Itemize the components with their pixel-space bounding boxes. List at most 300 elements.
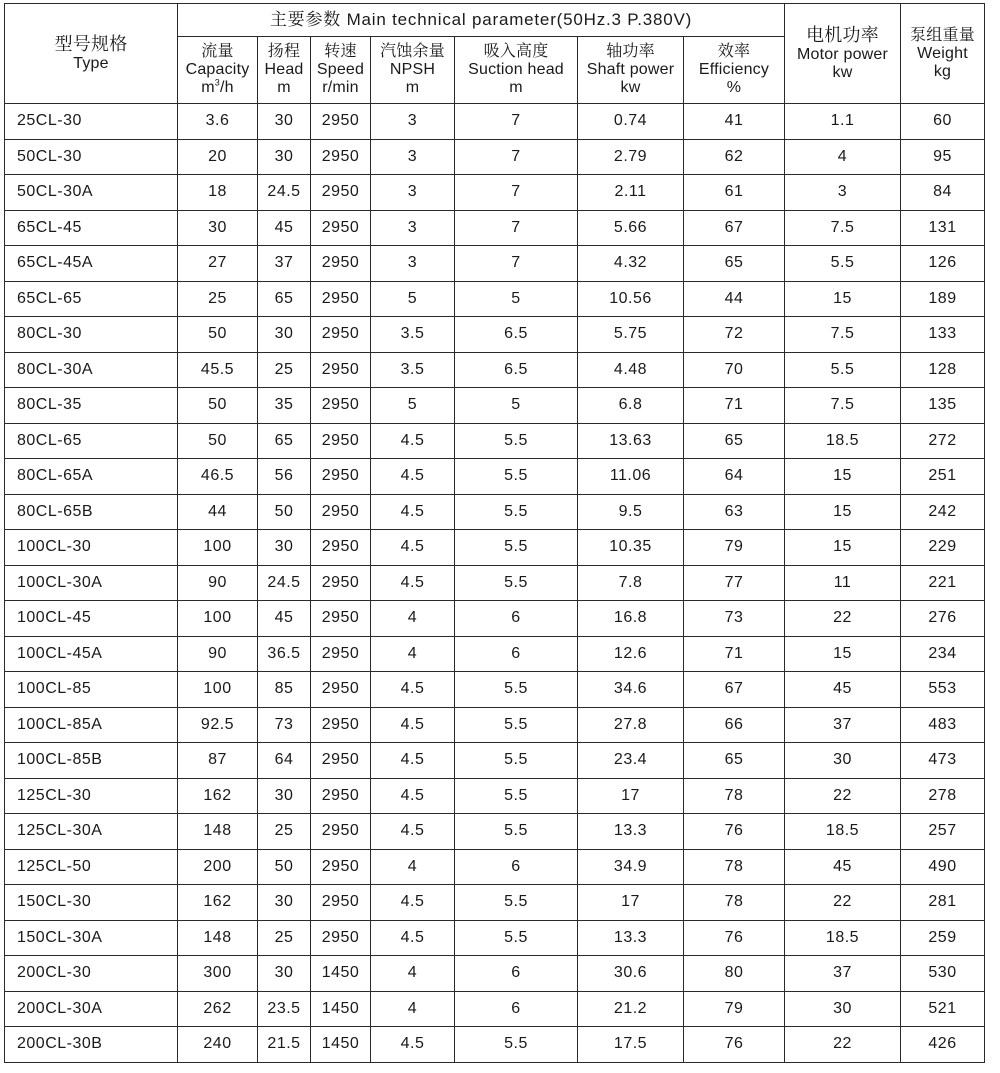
cell-speed: 2950 — [311, 849, 371, 885]
table-row — [5, 175, 985, 211]
cell-speed: 2950 — [311, 885, 371, 921]
cell-weight: 426 — [901, 1027, 985, 1063]
cell-motor-power: 7.5 — [785, 210, 901, 246]
cell-npsh: 4.5 — [371, 707, 455, 743]
cell-head: 30 — [258, 104, 311, 140]
cell-motor-power: 30 — [785, 743, 901, 779]
table-row — [5, 530, 985, 566]
cell-suction-head: 5.5 — [455, 494, 578, 530]
cell-speed: 2950 — [311, 459, 371, 495]
cell-shaft-power: 13.3 — [578, 814, 684, 850]
cell-suction-head: 7 — [455, 210, 578, 246]
cell-efficiency: 67 — [684, 672, 785, 708]
cell-suction-head: 6.5 — [455, 317, 578, 353]
cell-suction-head: 6 — [455, 956, 578, 992]
cell-weight: 234 — [901, 636, 985, 672]
cell-weight: 473 — [901, 743, 985, 779]
cell-shaft-power: 23.4 — [578, 743, 684, 779]
col-npsh-en: NPSH — [389, 61, 436, 78]
col-speed-zh: 转速 — [324, 43, 357, 60]
cell-type: 65CL-45A — [5, 246, 178, 282]
cell-capacity: 262 — [178, 991, 258, 1027]
cell-efficiency: 62 — [684, 139, 785, 175]
cell-type: 150CL-30 — [5, 885, 178, 921]
cell-efficiency: 71 — [684, 388, 785, 424]
cell-weight: 553 — [901, 672, 985, 708]
cell-capacity: 90 — [178, 636, 258, 672]
cell-speed: 2950 — [311, 210, 371, 246]
cell-npsh: 4.5 — [371, 814, 455, 850]
cell-speed: 2950 — [311, 175, 371, 211]
col-weight-zh: 泵组重量 — [910, 26, 975, 44]
col-npsh-header — [371, 37, 455, 104]
cell-type: 50CL-30 — [5, 139, 178, 175]
cell-npsh: 3.5 — [371, 317, 455, 353]
cell-speed: 2950 — [311, 104, 371, 140]
cell-suction-head: 5.5 — [455, 672, 578, 708]
cell-efficiency: 65 — [684, 423, 785, 459]
cell-npsh: 4.5 — [371, 459, 455, 495]
cell-head: 30 — [258, 139, 311, 175]
cell-shaft-power: 13.3 — [578, 920, 684, 956]
cell-type: 100CL-85 — [5, 672, 178, 708]
cell-capacity: 50 — [178, 423, 258, 459]
cell-type: 125CL-30A — [5, 814, 178, 850]
cell-efficiency: 41 — [684, 104, 785, 140]
cell-speed: 2950 — [311, 601, 371, 637]
cell-efficiency: 80 — [684, 956, 785, 992]
col-capacity-unit: $m^3/h$ — [201, 77, 234, 96]
cell-type: 200CL-30B — [5, 1027, 178, 1063]
main-parameter-group-title: 主要参数 Main technical parameter(50Hz.3 P.380V) — [178, 4, 785, 37]
cell-motor-power: 37 — [785, 707, 901, 743]
col-head-zh: 扬程 — [267, 43, 301, 60]
cell-suction-head: 5 — [455, 281, 578, 317]
cell-efficiency: 72 — [684, 317, 785, 353]
cell-npsh: 4.5 — [371, 423, 455, 459]
cell-motor-power: 7.5 — [785, 317, 901, 353]
cell-shaft-power: 2.11 — [578, 175, 684, 211]
cell-npsh: 3 — [371, 210, 455, 246]
cell-suction-head: 7 — [455, 246, 578, 282]
table-row — [5, 778, 985, 814]
cell-npsh: 4 — [371, 601, 455, 637]
header-row-group — [5, 4, 985, 37]
cell-shaft-power: 17 — [578, 885, 684, 921]
cell-capacity: 45.5 — [178, 352, 258, 388]
cell-npsh: 4 — [371, 991, 455, 1027]
cell-npsh: 5 — [371, 281, 455, 317]
cell-efficiency: 76 — [684, 814, 785, 850]
cell-type: 65CL-65 — [5, 281, 178, 317]
cell-weight: 128 — [901, 352, 985, 388]
cell-type: 100CL-85B — [5, 743, 178, 779]
cell-capacity: 44 — [178, 494, 258, 530]
cell-npsh: 4 — [371, 956, 455, 992]
spec-table-container — [4, 3, 996, 1063]
col-weight-header — [901, 4, 985, 104]
table-row — [5, 991, 985, 1027]
cell-motor-power: 22 — [785, 778, 901, 814]
cell-speed: 2950 — [311, 352, 371, 388]
cell-capacity: 300 — [178, 956, 258, 992]
cell-type: 100CL-30A — [5, 565, 178, 601]
cell-weight: 530 — [901, 956, 985, 992]
cell-efficiency: 78 — [684, 849, 785, 885]
col-suction-header — [455, 37, 578, 104]
table-row — [5, 672, 985, 708]
table-row — [5, 743, 985, 779]
cell-head: 37 — [258, 246, 311, 282]
cell-capacity: 30 — [178, 210, 258, 246]
cell-capacity: 148 — [178, 920, 258, 956]
cell-speed: 2950 — [311, 707, 371, 743]
cell-efficiency: 67 — [684, 210, 785, 246]
cell-weight: 490 — [901, 849, 985, 885]
cell-weight: 521 — [901, 991, 985, 1027]
cell-head: 25 — [258, 352, 311, 388]
cell-npsh: 3 — [371, 246, 455, 282]
cell-head: 24.5 — [258, 565, 311, 601]
cell-speed: 2950 — [311, 494, 371, 530]
cell-shaft-power: 17 — [578, 778, 684, 814]
cell-efficiency: 61 — [684, 175, 785, 211]
cell-weight: 242 — [901, 494, 985, 530]
cell-capacity: 90 — [178, 565, 258, 601]
cell-speed: 2950 — [311, 246, 371, 282]
cell-weight: 60 — [901, 104, 985, 140]
cell-motor-power: 7.5 — [785, 388, 901, 424]
cell-shaft-power: 4.32 — [578, 246, 684, 282]
cell-head: 45 — [258, 601, 311, 637]
cell-head: 85 — [258, 672, 311, 708]
cell-suction-head: 7 — [455, 139, 578, 175]
col-head-en: Head — [264, 61, 304, 78]
cell-npsh: 4.5 — [371, 778, 455, 814]
cell-npsh: 3 — [371, 139, 455, 175]
cell-suction-head: 6 — [455, 601, 578, 637]
cell-suction-head: 6.5 — [455, 352, 578, 388]
col-efficiency-en: Efficiency — [698, 61, 770, 78]
table-row — [5, 1027, 985, 1063]
cell-suction-head: 5 — [455, 388, 578, 424]
table-row — [5, 459, 985, 495]
table-row — [5, 920, 985, 956]
cell-motor-power: 30 — [785, 991, 901, 1027]
cell-weight: 257 — [901, 814, 985, 850]
col-motor-en: Motor power — [796, 46, 889, 63]
cell-shaft-power: 0.74 — [578, 104, 684, 140]
cell-type: 100CL-30 — [5, 530, 178, 566]
cell-suction-head: 5.5 — [455, 530, 578, 566]
cell-motor-power: 15 — [785, 494, 901, 530]
cell-motor-power: 15 — [785, 636, 901, 672]
cell-head: 25 — [258, 814, 311, 850]
cell-weight: 189 — [901, 281, 985, 317]
cell-motor-power: 45 — [785, 672, 901, 708]
cell-suction-head: 5.5 — [455, 920, 578, 956]
table-row — [5, 494, 985, 530]
table-row — [5, 636, 985, 672]
cell-weight: 84 — [901, 175, 985, 211]
table-row — [5, 388, 985, 424]
cell-shaft-power: 10.56 — [578, 281, 684, 317]
cell-weight: 131 — [901, 210, 985, 246]
cell-suction-head: 5.5 — [455, 707, 578, 743]
cell-type: 100CL-45A — [5, 636, 178, 672]
cell-head: 30 — [258, 530, 311, 566]
cell-capacity: 50 — [178, 388, 258, 424]
cell-type: 80CL-30A — [5, 352, 178, 388]
cell-motor-power: 37 — [785, 956, 901, 992]
cell-head: 21.5 — [258, 1027, 311, 1063]
cell-type: 65CL-45 — [5, 210, 178, 246]
table-row — [5, 565, 985, 601]
cell-type: 125CL-50 — [5, 849, 178, 885]
cell-npsh: 3.5 — [371, 352, 455, 388]
cell-weight: 272 — [901, 423, 985, 459]
cell-efficiency: 79 — [684, 991, 785, 1027]
cell-capacity: 3.6 — [178, 104, 258, 140]
cell-weight: 251 — [901, 459, 985, 495]
cell-weight: 133 — [901, 317, 985, 353]
col-weight-unit: kg — [933, 62, 952, 80]
cell-type: 150CL-30A — [5, 920, 178, 956]
col-speed-unit: r/min — [322, 79, 359, 96]
cell-shaft-power: 9.5 — [578, 494, 684, 530]
cell-speed: 2950 — [311, 920, 371, 956]
cell-capacity: 27 — [178, 246, 258, 282]
cell-motor-power: 15 — [785, 459, 901, 495]
cell-head: 56 — [258, 459, 311, 495]
col-shaft-zh: 轴功率 — [606, 43, 655, 60]
cell-speed: 2950 — [311, 565, 371, 601]
cell-shaft-power: 5.75 — [578, 317, 684, 353]
table-row — [5, 246, 985, 282]
cell-motor-power: 22 — [785, 885, 901, 921]
cell-suction-head: 5.5 — [455, 885, 578, 921]
cell-head: 35 — [258, 388, 311, 424]
pump-parameter-table — [4, 3, 985, 1063]
cell-speed: 2950 — [311, 530, 371, 566]
cell-efficiency: 73 — [684, 601, 785, 637]
cell-motor-power: 18.5 — [785, 920, 901, 956]
cell-shaft-power: 5.66 — [578, 210, 684, 246]
cell-head: 30 — [258, 317, 311, 353]
cell-efficiency: 71 — [684, 636, 785, 672]
cell-speed: 1450 — [311, 991, 371, 1027]
cell-head: 24.5 — [258, 175, 311, 211]
col-shaft-en: Shaft power — [586, 61, 675, 78]
cell-motor-power: 5.5 — [785, 246, 901, 282]
cell-type: 25CL-30 — [5, 104, 178, 140]
table-body — [5, 104, 985, 1063]
cell-capacity: 50 — [178, 317, 258, 353]
cell-type: 125CL-30 — [5, 778, 178, 814]
cell-shaft-power: 34.9 — [578, 849, 684, 885]
cell-suction-head: 5.5 — [455, 814, 578, 850]
cell-head: 30 — [258, 956, 311, 992]
cell-motor-power: 45 — [785, 849, 901, 885]
table-row — [5, 601, 985, 637]
table-row — [5, 707, 985, 743]
cell-npsh: 4 — [371, 849, 455, 885]
cell-speed: 2950 — [311, 672, 371, 708]
cell-npsh: 4.5 — [371, 885, 455, 921]
cell-npsh: 3 — [371, 175, 455, 211]
cell-npsh: 4 — [371, 636, 455, 672]
cell-suction-head: 5.5 — [455, 743, 578, 779]
col-speed-en: Speed — [316, 61, 365, 78]
col-capacity-zh: 流量 — [201, 43, 234, 60]
cell-type: 200CL-30A — [5, 991, 178, 1027]
cell-speed: 2950 — [311, 423, 371, 459]
cell-head: 73 — [258, 707, 311, 743]
cell-weight: 483 — [901, 707, 985, 743]
cell-capacity: 162 — [178, 778, 258, 814]
col-efficiency-header — [684, 37, 785, 104]
cell-npsh: 4.5 — [371, 672, 455, 708]
cell-suction-head: 7 — [455, 175, 578, 211]
cell-weight: 135 — [901, 388, 985, 424]
cell-shaft-power: 34.6 — [578, 672, 684, 708]
cell-speed: 2950 — [311, 139, 371, 175]
cell-suction-head: 5.5 — [455, 565, 578, 601]
col-efficiency-unit: % — [726, 79, 742, 96]
col-speed-header — [311, 37, 371, 104]
cell-capacity: 162 — [178, 885, 258, 921]
table-row — [5, 317, 985, 353]
col-capacity-en: Capacity — [185, 61, 250, 78]
cell-suction-head: 5.5 — [455, 1027, 578, 1063]
col-shaft-unit: kw — [620, 79, 641, 96]
cell-efficiency: 78 — [684, 885, 785, 921]
cell-type: 80CL-35 — [5, 388, 178, 424]
cell-speed: 2950 — [311, 317, 371, 353]
cell-capacity: 100 — [178, 672, 258, 708]
cell-capacity: 100 — [178, 601, 258, 637]
cell-shaft-power: 2.79 — [578, 139, 684, 175]
col-head-unit: m — [277, 79, 291, 96]
cell-motor-power: 18.5 — [785, 814, 901, 850]
cell-weight: 221 — [901, 565, 985, 601]
cell-capacity: 87 — [178, 743, 258, 779]
cell-efficiency: 70 — [684, 352, 785, 388]
cell-shaft-power: 17.5 — [578, 1027, 684, 1063]
col-capacity-header — [178, 37, 258, 104]
cell-motor-power: 15 — [785, 530, 901, 566]
table-row — [5, 814, 985, 850]
cell-capacity: 20 — [178, 139, 258, 175]
table-row — [5, 210, 985, 246]
table-row — [5, 423, 985, 459]
cell-npsh: 5 — [371, 388, 455, 424]
cell-shaft-power: 16.8 — [578, 601, 684, 637]
cell-head: 36.5 — [258, 636, 311, 672]
cell-npsh: 4.5 — [371, 530, 455, 566]
cell-head: 65 — [258, 423, 311, 459]
cell-suction-head: 5.5 — [455, 423, 578, 459]
table-row — [5, 139, 985, 175]
table-row — [5, 885, 985, 921]
cell-type: 80CL-65B — [5, 494, 178, 530]
cell-capacity: 148 — [178, 814, 258, 850]
cell-head: 65 — [258, 281, 311, 317]
cell-efficiency: 65 — [684, 743, 785, 779]
col-suction-en: Suction head — [468, 61, 564, 78]
cell-efficiency: 63 — [684, 494, 785, 530]
cell-efficiency: 44 — [684, 281, 785, 317]
cell-head: 50 — [258, 849, 311, 885]
cell-capacity: 240 — [178, 1027, 258, 1063]
cell-capacity: 25 — [178, 281, 258, 317]
cell-efficiency: 79 — [684, 530, 785, 566]
cell-weight: 278 — [901, 778, 985, 814]
cell-suction-head: 7 — [455, 104, 578, 140]
cell-type: 50CL-30A — [5, 175, 178, 211]
col-type-header — [5, 4, 178, 104]
cell-motor-power: 18.5 — [785, 423, 901, 459]
cell-type: 200CL-30 — [5, 956, 178, 992]
cell-type: 100CL-85A — [5, 707, 178, 743]
cell-weight: 95 — [901, 139, 985, 175]
cell-capacity: 100 — [178, 530, 258, 566]
col-npsh-unit: m — [405, 79, 420, 96]
cell-type: 80CL-30 — [5, 317, 178, 353]
cell-speed: 2950 — [311, 743, 371, 779]
cell-shaft-power: 6.8 — [578, 388, 684, 424]
cell-motor-power: 22 — [785, 1027, 901, 1063]
cell-weight: 281 — [901, 885, 985, 921]
cell-motor-power: 22 — [785, 601, 901, 637]
cell-head: 45 — [258, 210, 311, 246]
cell-suction-head: 6 — [455, 991, 578, 1027]
col-efficiency-zh: 效率 — [717, 43, 751, 60]
cell-npsh: 4.5 — [371, 920, 455, 956]
cell-efficiency: 76 — [684, 1027, 785, 1063]
col-motor-power-header — [785, 4, 901, 104]
cell-capacity: 46.5 — [178, 459, 258, 495]
col-suction-unit: m — [509, 79, 523, 96]
table-row — [5, 849, 985, 885]
cell-npsh: 4.5 — [371, 494, 455, 530]
col-suction-zh: 吸入高度 — [483, 43, 549, 60]
cell-motor-power: 3 — [785, 175, 901, 211]
col-npsh-zh: 汽蚀余量 — [380, 43, 445, 60]
col-weight-en: Weight — [917, 44, 968, 62]
table-row — [5, 281, 985, 317]
cell-motor-power: 4 — [785, 139, 901, 175]
cell-shaft-power: 10.35 — [578, 530, 684, 566]
cell-efficiency: 66 — [684, 707, 785, 743]
cell-type: 80CL-65A — [5, 459, 178, 495]
cell-weight: 229 — [901, 530, 985, 566]
cell-head: 64 — [258, 743, 311, 779]
cell-efficiency: 64 — [684, 459, 785, 495]
cell-shaft-power: 30.6 — [578, 956, 684, 992]
cell-head: 23.5 — [258, 991, 311, 1027]
cell-npsh: 4.5 — [371, 1027, 455, 1063]
cell-head: 30 — [258, 885, 311, 921]
cell-speed: 1450 — [311, 956, 371, 992]
col-motor-zh: 电机功率 — [806, 25, 879, 45]
col-type-zh: 型号规格 — [54, 34, 128, 54]
cell-suction-head: 6 — [455, 849, 578, 885]
cell-speed: 2950 — [311, 281, 371, 317]
cell-capacity: 18 — [178, 175, 258, 211]
cell-npsh: 4.5 — [371, 743, 455, 779]
cell-efficiency: 76 — [684, 920, 785, 956]
